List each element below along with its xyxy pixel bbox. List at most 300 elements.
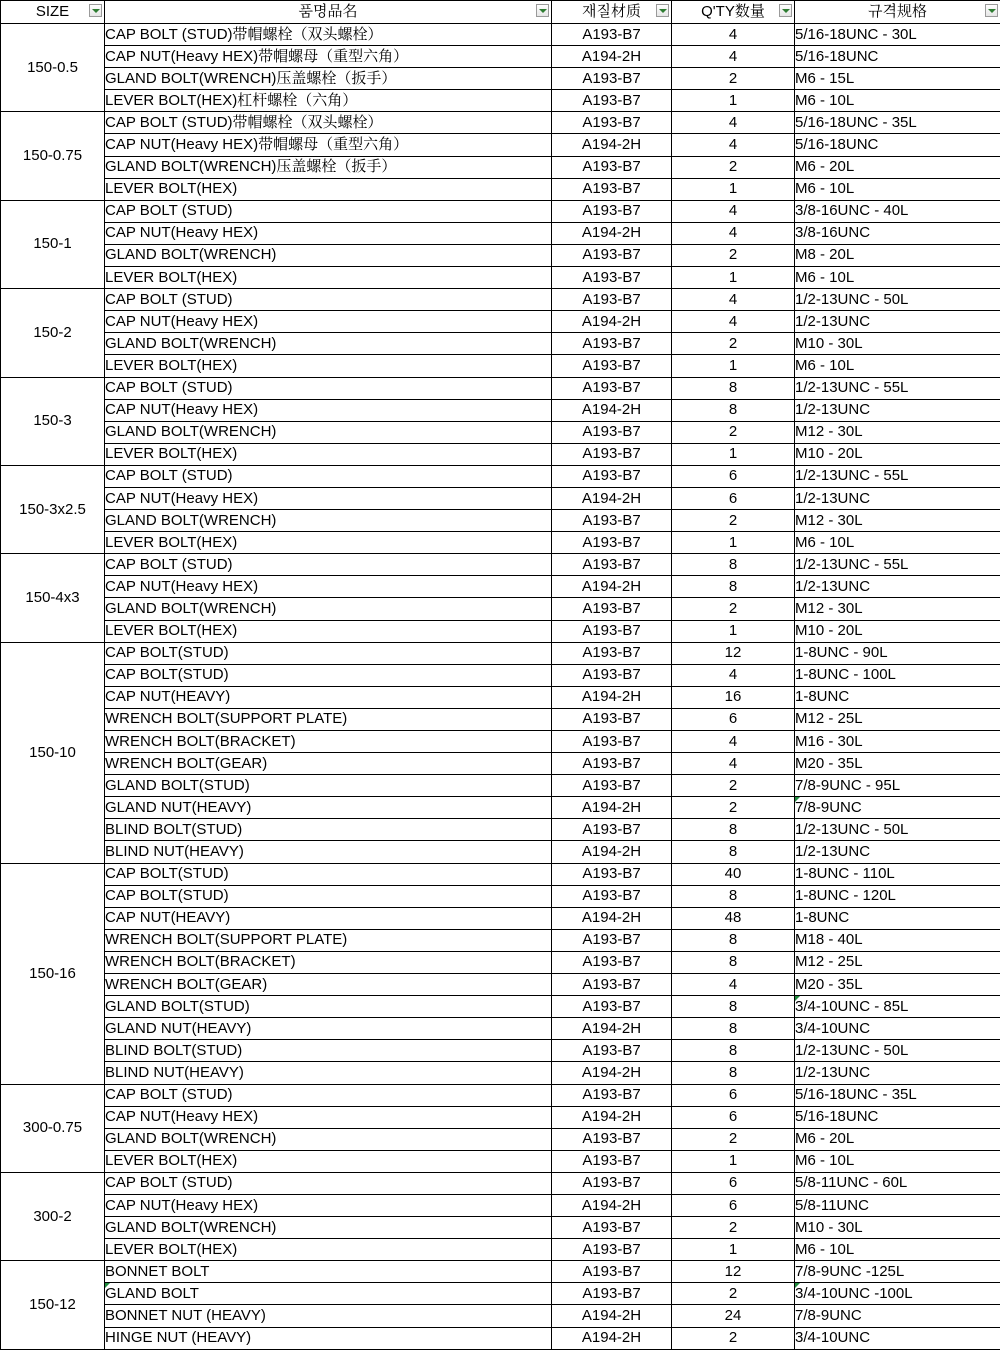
material-cell[interactable]: A193-B7 <box>552 1128 672 1150</box>
spec-cell[interactable]: M12 - 25L <box>795 708 1000 730</box>
name-cell[interactable]: CAP BOLT (STUD) <box>105 200 552 222</box>
name-cell[interactable]: CAP NUT(Heavy HEX) <box>105 1194 552 1216</box>
qty-cell[interactable]: 6 <box>672 1106 795 1128</box>
material-cell[interactable]: A193-B7 <box>552 532 672 554</box>
name-cell[interactable]: WRENCH BOLT(SUPPORT PLATE) <box>105 708 552 730</box>
name-cell[interactable]: GLAND BOLT(WRENCH) <box>105 421 552 443</box>
material-cell[interactable]: A193-B7 <box>552 465 672 487</box>
name-cell[interactable]: CAP BOLT (STUD) <box>105 465 552 487</box>
qty-cell[interactable]: 2 <box>672 1128 795 1150</box>
material-cell[interactable]: A193-B7 <box>552 377 672 399</box>
spec-cell[interactable]: 5/16-18UNC <box>795 134 1000 156</box>
spec-cell[interactable]: 5/16-18UNC <box>795 1106 1000 1128</box>
qty-cell[interactable]: 8 <box>672 996 795 1018</box>
name-cell[interactable]: LEVER BOLT(HEX) <box>105 1150 552 1172</box>
qty-cell[interactable]: 6 <box>672 465 795 487</box>
qty-cell[interactable]: 2 <box>672 598 795 620</box>
table-row <box>1 532 1000 554</box>
material-cell[interactable]: A193-B7 <box>552 24 672 46</box>
spec-cell[interactable]: 1-8UNC - 90L <box>795 642 1000 664</box>
table-row <box>1 156 1000 178</box>
qty-cell[interactable]: 1 <box>672 1150 795 1172</box>
header-size-label: SIZE <box>35 3 70 20</box>
spec-cell[interactable]: M10 - 20L <box>795 620 1000 642</box>
table-row <box>1 244 1000 266</box>
spec-cell[interactable]: M8 - 20L <box>795 244 1000 266</box>
spec-cell[interactable]: M6 - 10L <box>795 1239 1000 1261</box>
name-cell[interactable]: GLAND BOLT(WRENCH) <box>105 1128 552 1150</box>
qty-cell[interactable]: 2 <box>672 68 795 90</box>
spec-cell[interactable]: M12 - 25L <box>795 951 1000 973</box>
table-row <box>1 289 1000 311</box>
material-cell[interactable]: A193-B7 <box>552 267 672 289</box>
qty-cell[interactable]: 2 <box>672 797 795 819</box>
name-cell[interactable]: CAP NUT(HEAVY) <box>105 907 552 929</box>
spec-cell[interactable]: 1/2-13UNC <box>795 841 1000 863</box>
spec-cell[interactable]: 1/2-13UNC <box>795 487 1000 509</box>
qty-cell[interactable]: 12 <box>672 642 795 664</box>
material-cell[interactable]: A193-B7 <box>552 355 672 377</box>
spec-cell[interactable]: 1/2-13UNC <box>795 576 1000 598</box>
material-cell[interactable]: A194-2H <box>552 399 672 421</box>
name-cell[interactable]: LEVER BOLT(HEX) <box>105 178 552 200</box>
spec-cell[interactable]: 1/2-13UNC - 55L <box>795 465 1000 487</box>
material-cell[interactable]: A193-B7 <box>552 1261 672 1283</box>
table-row <box>1 1062 1000 1084</box>
name-cell[interactable]: WRENCH BOLT(BRACKET) <box>105 951 552 973</box>
qty-cell[interactable]: 1 <box>672 532 795 554</box>
name-cell[interactable]: LEVER BOLT(HEX) <box>105 267 552 289</box>
size-cell[interactable]: 150-4x3 <box>1 554 105 642</box>
material-cell[interactable]: A193-B7 <box>552 178 672 200</box>
material-cell[interactable]: A194-2H <box>552 46 672 68</box>
table-row <box>1 112 1000 134</box>
name-cell[interactable]: CAP NUT(Heavy HEX) <box>105 222 552 244</box>
qty-cell[interactable]: 24 <box>672 1305 795 1327</box>
qty-cell[interactable]: 2 <box>672 421 795 443</box>
filter-dropdown-icon[interactable] <box>779 4 792 17</box>
qty-cell[interactable]: 8 <box>672 951 795 973</box>
table-row <box>1 576 1000 598</box>
qty-cell[interactable]: 4 <box>672 664 795 686</box>
spec-cell[interactable]: 1-8UNC <box>795 686 1000 708</box>
material-cell[interactable]: A194-2H <box>552 576 672 598</box>
spec-cell[interactable]: M16 - 30L <box>795 731 1000 753</box>
size-cell[interactable]: 300-0.75 <box>1 1084 105 1172</box>
qty-cell[interactable]: 8 <box>672 819 795 841</box>
name-cell[interactable]: CAP BOLT(STUD) <box>105 863 552 885</box>
material-cell[interactable]: A193-B7 <box>552 598 672 620</box>
name-cell[interactable]: LEVER BOLT(HEX) <box>105 443 552 465</box>
header-qty <box>672 1 795 24</box>
spec-cell[interactable]: M6 - 10L <box>795 267 1000 289</box>
material-cell[interactable]: A193-B7 <box>552 244 672 266</box>
spec-cell[interactable]: M6 - 20L <box>795 156 1000 178</box>
spec-cell[interactable]: M12 - 30L <box>795 421 1000 443</box>
name-cell[interactable]: WRENCH BOLT(BRACKET) <box>105 731 552 753</box>
qty-cell[interactable]: 40 <box>672 863 795 885</box>
spec-cell[interactable]: M12 - 30L <box>795 510 1000 532</box>
spec-cell[interactable]: 3/4-10UNC <box>795 1327 1000 1349</box>
qty-cell[interactable]: 4 <box>672 311 795 333</box>
qty-cell[interactable]: 1 <box>672 620 795 642</box>
table-row <box>1 863 1000 885</box>
material-cell[interactable]: A194-2H <box>552 686 672 708</box>
table-body <box>1 24 1000 1350</box>
name-cell[interactable]: LEVER BOLT(HEX) <box>105 355 552 377</box>
table-row <box>1 1018 1000 1040</box>
material-cell[interactable]: A193-B7 <box>552 929 672 951</box>
size-cell[interactable]: 150-1 <box>1 200 105 288</box>
table-row <box>1 929 1000 951</box>
qty-cell[interactable]: 6 <box>672 1084 795 1106</box>
table-row <box>1 775 1000 797</box>
filter-dropdown-icon[interactable] <box>536 4 549 17</box>
material-cell[interactable]: A194-2H <box>552 1062 672 1084</box>
spec-cell[interactable]: 1/2-13UNC - 55L <box>795 554 1000 576</box>
material-cell[interactable]: A193-B7 <box>552 664 672 686</box>
spec-cell[interactable]: 1/2-13UNC <box>795 1062 1000 1084</box>
qty-cell[interactable]: 2 <box>672 156 795 178</box>
qty-cell[interactable]: 2 <box>672 1217 795 1239</box>
name-cell[interactable]: GLAND BOLT <box>105 1283 552 1305</box>
qty-cell[interactable]: 4 <box>672 112 795 134</box>
qty-cell[interactable]: 4 <box>672 753 795 775</box>
spec-cell[interactable]: 5/16-18UNC - 35L <box>795 112 1000 134</box>
spec-cell[interactable]: 5/16-18UNC - 30L <box>795 24 1000 46</box>
spec-cell[interactable]: 7/8-9UNC - 95L <box>795 775 1000 797</box>
table-row <box>1 841 1000 863</box>
spec-cell[interactable]: 5/16-18UNC - 35L <box>795 1084 1000 1106</box>
spec-cell[interactable]: 1-8UNC <box>795 907 1000 929</box>
name-cell[interactable]: BLIND NUT(HEAVY) <box>105 841 552 863</box>
spec-cell[interactable]: M10 - 30L <box>795 333 1000 355</box>
qty-cell[interactable]: 4 <box>672 974 795 996</box>
name-cell[interactable]: LEVER BOLT(HEX) <box>105 1239 552 1261</box>
name-cell[interactable]: CAP NUT(HEAVY) <box>105 686 552 708</box>
qty-cell[interactable]: 4 <box>672 731 795 753</box>
table-row <box>1 443 1000 465</box>
table-row <box>1 708 1000 730</box>
name-cell[interactable]: GLAND BOLT(WRENCH) <box>105 1217 552 1239</box>
qty-cell[interactable]: 8 <box>672 1062 795 1084</box>
material-cell[interactable]: A194-2H <box>552 222 672 244</box>
qty-cell[interactable]: 2 <box>672 1283 795 1305</box>
material-cell[interactable]: A193-B7 <box>552 642 672 664</box>
material-cell[interactable]: A194-2H <box>552 311 672 333</box>
qty-cell[interactable]: 1 <box>672 443 795 465</box>
name-cell[interactable]: BLIND BOLT(STUD) <box>105 1040 552 1062</box>
qty-cell[interactable]: 1 <box>672 267 795 289</box>
size-cell[interactable]: 150-12 <box>1 1261 105 1349</box>
name-cell[interactable]: CAP NUT(Heavy HEX)带帽螺母（重型六角） <box>105 134 552 156</box>
name-cell[interactable]: BONNET BOLT <box>105 1261 552 1283</box>
table-row <box>1 1327 1000 1349</box>
header-spec-label: 규격规格 <box>868 3 927 20</box>
spec-cell[interactable]: 1-8UNC - 110L <box>795 863 1000 885</box>
name-cell[interactable]: WRENCH BOLT(SUPPORT PLATE) <box>105 929 552 951</box>
qty-cell[interactable]: 8 <box>672 885 795 907</box>
spec-cell[interactable]: 1/2-13UNC - 50L <box>795 1040 1000 1062</box>
qty-cell[interactable]: 8 <box>672 1040 795 1062</box>
material-cell[interactable]: A193-B7 <box>552 974 672 996</box>
material-cell[interactable]: A194-2H <box>552 1106 672 1128</box>
table-row <box>1 178 1000 200</box>
table-row <box>1 1194 1000 1216</box>
material-cell[interactable]: A194-2H <box>552 1018 672 1040</box>
table-row <box>1 1283 1000 1305</box>
material-cell[interactable]: A194-2H <box>552 1327 672 1349</box>
name-cell[interactable]: CAP NUT(Heavy HEX) <box>105 1106 552 1128</box>
qty-cell[interactable]: 8 <box>672 1018 795 1040</box>
name-cell[interactable]: CAP BOLT(STUD) <box>105 664 552 686</box>
qty-cell[interactable]: 16 <box>672 686 795 708</box>
name-cell[interactable]: CAP BOLT (STUD)带帽螺栓（双头螺栓） <box>105 24 552 46</box>
material-cell[interactable]: A193-B7 <box>552 1239 672 1261</box>
material-cell[interactable]: A193-B7 <box>552 731 672 753</box>
spec-cell[interactable]: 7/8-9UNC <box>795 1305 1000 1327</box>
table-row <box>1 731 1000 753</box>
name-cell[interactable]: GLAND BOLT(WRENCH) <box>105 333 552 355</box>
name-cell[interactable]: HINGE NUT (HEAVY) <box>105 1327 552 1349</box>
name-cell[interactable]: CAP NUT(Heavy HEX) <box>105 311 552 333</box>
size-cell[interactable]: 150-0.75 <box>1 112 105 200</box>
material-cell[interactable]: A193-B7 <box>552 951 672 973</box>
spec-cell[interactable]: M6 - 10L <box>795 532 1000 554</box>
header-name-label: 품명品名 <box>298 3 358 20</box>
qty-cell[interactable]: 12 <box>672 1261 795 1283</box>
name-cell[interactable]: CAP BOLT (STUD)带帽螺栓（双头螺栓） <box>105 112 552 134</box>
name-cell[interactable]: BONNET NUT (HEAVY) <box>105 1305 552 1327</box>
name-cell[interactable]: CAP NUT(Heavy HEX) <box>105 399 552 421</box>
name-cell[interactable]: CAP BOLT (STUD) <box>105 554 552 576</box>
spec-cell[interactable]: 1/2-13UNC <box>795 311 1000 333</box>
spec-cell[interactable]: M20 - 35L <box>795 753 1000 775</box>
qty-cell[interactable]: 2 <box>672 244 795 266</box>
spec-cell[interactable]: 3/8-16UNC <box>795 222 1000 244</box>
material-cell[interactable]: A193-B7 <box>552 753 672 775</box>
size-cell[interactable]: 150-10 <box>1 642 105 863</box>
qty-cell[interactable]: 4 <box>672 222 795 244</box>
name-cell[interactable]: LEVER BOLT(HEX)杠杆螺栓（六角） <box>105 90 552 112</box>
spec-cell[interactable]: M10 - 20L <box>795 443 1000 465</box>
name-cell[interactable]: CAP BOLT (STUD) <box>105 377 552 399</box>
qty-cell[interactable]: 8 <box>672 399 795 421</box>
name-cell[interactable]: CAP BOLT (STUD) <box>105 289 552 311</box>
size-cell[interactable]: 150-0.5 <box>1 24 105 112</box>
name-cell[interactable]: CAP NUT(Heavy HEX) <box>105 576 552 598</box>
material-cell[interactable]: A193-B7 <box>552 885 672 907</box>
table-row <box>1 620 1000 642</box>
material-cell[interactable]: A193-B7 <box>552 708 672 730</box>
material-cell[interactable]: A194-2H <box>552 797 672 819</box>
material-cell[interactable]: A193-B7 <box>552 554 672 576</box>
spec-cell[interactable]: M6 - 10L <box>795 1150 1000 1172</box>
qty-cell[interactable]: 1 <box>672 355 795 377</box>
name-cell[interactable]: CAP BOLT(STUD) <box>105 642 552 664</box>
qty-cell[interactable]: 2 <box>672 1327 795 1349</box>
qty-cell[interactable]: 4 <box>672 46 795 68</box>
spec-cell[interactable]: 5/8-11UNC <box>795 1194 1000 1216</box>
spec-cell[interactable]: 1/2-13UNC - 50L <box>795 819 1000 841</box>
material-cell[interactable]: A194-2H <box>552 487 672 509</box>
qty-cell[interactable]: 8 <box>672 929 795 951</box>
spec-cell[interactable]: M20 - 35L <box>795 974 1000 996</box>
material-cell[interactable]: A194-2H <box>552 1194 672 1216</box>
name-cell[interactable]: GLAND NUT(HEAVY) <box>105 1018 552 1040</box>
qty-cell[interactable]: 2 <box>672 775 795 797</box>
spec-cell[interactable]: M6 - 20L <box>795 1128 1000 1150</box>
material-cell[interactable]: A193-B7 <box>552 1150 672 1172</box>
spec-cell[interactable]: 3/8-16UNC - 40L <box>795 200 1000 222</box>
qty-cell[interactable]: 4 <box>672 24 795 46</box>
material-cell[interactable]: A194-2H <box>552 1305 672 1327</box>
table-row <box>1 24 1000 46</box>
table-row <box>1 1217 1000 1239</box>
material-cell[interactable]: A194-2H <box>552 841 672 863</box>
material-cell[interactable]: A194-2H <box>552 907 672 929</box>
qty-cell[interactable]: 8 <box>672 576 795 598</box>
qty-cell[interactable]: 2 <box>672 510 795 532</box>
material-cell[interactable]: A193-B7 <box>552 443 672 465</box>
name-cell[interactable]: BLIND NUT(HEAVY) <box>105 1062 552 1084</box>
qty-cell[interactable]: 1 <box>672 1239 795 1261</box>
material-cell[interactable]: A193-B7 <box>552 1217 672 1239</box>
table-row <box>1 222 1000 244</box>
name-cell[interactable]: LEVER BOLT(HEX) <box>105 620 552 642</box>
material-cell[interactable]: A194-2H <box>552 134 672 156</box>
table-row <box>1 1172 1000 1194</box>
table-row <box>1 355 1000 377</box>
material-cell[interactable]: A193-B7 <box>552 200 672 222</box>
header-material-label: 재질材质 <box>582 3 641 20</box>
name-cell[interactable]: CAP BOLT (STUD) <box>105 1084 552 1106</box>
size-cell[interactable]: 150-3 <box>1 377 105 465</box>
size-cell[interactable]: 150-2 <box>1 289 105 377</box>
qty-cell[interactable]: 4 <box>672 134 795 156</box>
size-cell[interactable]: 150-3x2.5 <box>1 465 105 553</box>
material-cell[interactable]: A193-B7 <box>552 863 672 885</box>
material-cell[interactable]: A193-B7 <box>552 819 672 841</box>
spec-cell[interactable]: M10 - 30L <box>795 1217 1000 1239</box>
table-row <box>1 1239 1000 1261</box>
spec-cell[interactable]: 1-8UNC - 120L <box>795 885 1000 907</box>
qty-cell[interactable]: 6 <box>672 487 795 509</box>
table-row <box>1 753 1000 775</box>
name-cell[interactable]: GLAND BOLT(WRENCH) <box>105 510 552 532</box>
spec-cell[interactable]: 1/2-13UNC - 55L <box>795 377 1000 399</box>
material-cell[interactable]: A193-B7 <box>552 1084 672 1106</box>
material-cell[interactable]: A193-B7 <box>552 620 672 642</box>
name-cell[interactable]: CAP BOLT(STUD) <box>105 885 552 907</box>
name-cell[interactable]: GLAND BOLT(WRENCH) <box>105 244 552 266</box>
spec-cell[interactable]: M6 - 10L <box>795 355 1000 377</box>
qty-cell[interactable]: 1 <box>672 178 795 200</box>
name-cell[interactable]: BLIND BOLT(STUD) <box>105 819 552 841</box>
name-cell[interactable]: LEVER BOLT(HEX) <box>105 532 552 554</box>
qty-cell[interactable]: 2 <box>672 333 795 355</box>
material-cell[interactable]: A193-B7 <box>552 156 672 178</box>
spec-cell[interactable]: M6 - 10L <box>795 90 1000 112</box>
name-cell[interactable]: CAP NUT(Heavy HEX) <box>105 487 552 509</box>
spec-cell[interactable]: 1-8UNC - 100L <box>795 664 1000 686</box>
material-cell[interactable]: A193-B7 <box>552 1040 672 1062</box>
qty-cell[interactable]: 6 <box>672 1194 795 1216</box>
table-row <box>1 1040 1000 1062</box>
spec-cell[interactable]: 5/8-11UNC - 60L <box>795 1172 1000 1194</box>
material-cell[interactable]: A193-B7 <box>552 68 672 90</box>
name-cell[interactable]: CAP BOLT (STUD) <box>105 1172 552 1194</box>
name-cell[interactable]: GLAND BOLT(STUD) <box>105 775 552 797</box>
qty-cell[interactable]: 8 <box>672 377 795 399</box>
spec-cell[interactable]: 3/4-10UNC <box>795 1018 1000 1040</box>
size-cell[interactable]: 300-2 <box>1 1172 105 1260</box>
filter-dropdown-icon[interactable] <box>656 4 669 17</box>
name-cell[interactable]: GLAND NUT(HEAVY) <box>105 797 552 819</box>
name-cell[interactable]: CAP NUT(Heavy HEX)带帽螺母（重型六角） <box>105 46 552 68</box>
filter-dropdown-icon[interactable] <box>89 4 102 17</box>
qty-cell[interactable]: 6 <box>672 708 795 730</box>
qty-cell[interactable]: 4 <box>672 289 795 311</box>
header-size <box>1 1 105 24</box>
qty-cell[interactable]: 1 <box>672 90 795 112</box>
material-cell[interactable]: A193-B7 <box>552 996 672 1018</box>
material-cell[interactable]: A193-B7 <box>552 289 672 311</box>
material-cell[interactable]: A193-B7 <box>552 1172 672 1194</box>
spec-cell[interactable]: 3/4-10UNC -100L <box>795 1283 1000 1305</box>
qty-cell[interactable]: 4 <box>672 200 795 222</box>
name-cell[interactable]: WRENCH BOLT(GEAR) <box>105 974 552 996</box>
table-row <box>1 465 1000 487</box>
spec-cell[interactable]: 1/2-13UNC - 50L <box>795 289 1000 311</box>
material-cell[interactable]: A193-B7 <box>552 112 672 134</box>
spec-cell[interactable]: M6 - 10L <box>795 178 1000 200</box>
filter-dropdown-icon[interactable] <box>985 4 998 17</box>
name-cell[interactable]: GLAND BOLT(STUD) <box>105 996 552 1018</box>
material-cell[interactable]: A193-B7 <box>552 510 672 532</box>
material-cell[interactable]: A193-B7 <box>552 333 672 355</box>
material-cell[interactable]: A193-B7 <box>552 90 672 112</box>
spec-cell[interactable]: 7/8-9UNC -125L <box>795 1261 1000 1283</box>
table-row <box>1 1084 1000 1106</box>
table-row <box>1 1261 1000 1283</box>
size-cell[interactable]: 150-16 <box>1 863 105 1084</box>
spec-cell[interactable]: M18 - 40L <box>795 929 1000 951</box>
spec-cell[interactable]: M6 - 15L <box>795 68 1000 90</box>
qty-cell[interactable]: 8 <box>672 554 795 576</box>
name-cell[interactable]: GLAND BOLT(WRENCH)压盖螺栓（扳手） <box>105 68 552 90</box>
qty-cell[interactable]: 8 <box>672 841 795 863</box>
spec-cell[interactable]: 3/4-10UNC - 85L <box>795 996 1000 1018</box>
table-row <box>1 134 1000 156</box>
spec-cell[interactable]: 5/16-18UNC <box>795 46 1000 68</box>
table-row <box>1 399 1000 421</box>
material-cell[interactable]: A193-B7 <box>552 1283 672 1305</box>
qty-cell[interactable]: 48 <box>672 907 795 929</box>
spec-cell[interactable]: M12 - 30L <box>795 598 1000 620</box>
name-cell[interactable]: GLAND BOLT(WRENCH)压盖螺栓（扳手） <box>105 156 552 178</box>
spec-cell[interactable]: 1/2-13UNC <box>795 399 1000 421</box>
spec-cell[interactable]: 7/8-9UNC <box>795 797 1000 819</box>
material-cell[interactable]: A193-B7 <box>552 775 672 797</box>
name-cell[interactable]: WRENCH BOLT(GEAR) <box>105 753 552 775</box>
table-row <box>1 1106 1000 1128</box>
qty-cell[interactable]: 6 <box>672 1172 795 1194</box>
table-row <box>1 686 1000 708</box>
material-cell[interactable]: A193-B7 <box>552 421 672 443</box>
table-row <box>1 311 1000 333</box>
name-cell[interactable]: GLAND BOLT(WRENCH) <box>105 598 552 620</box>
